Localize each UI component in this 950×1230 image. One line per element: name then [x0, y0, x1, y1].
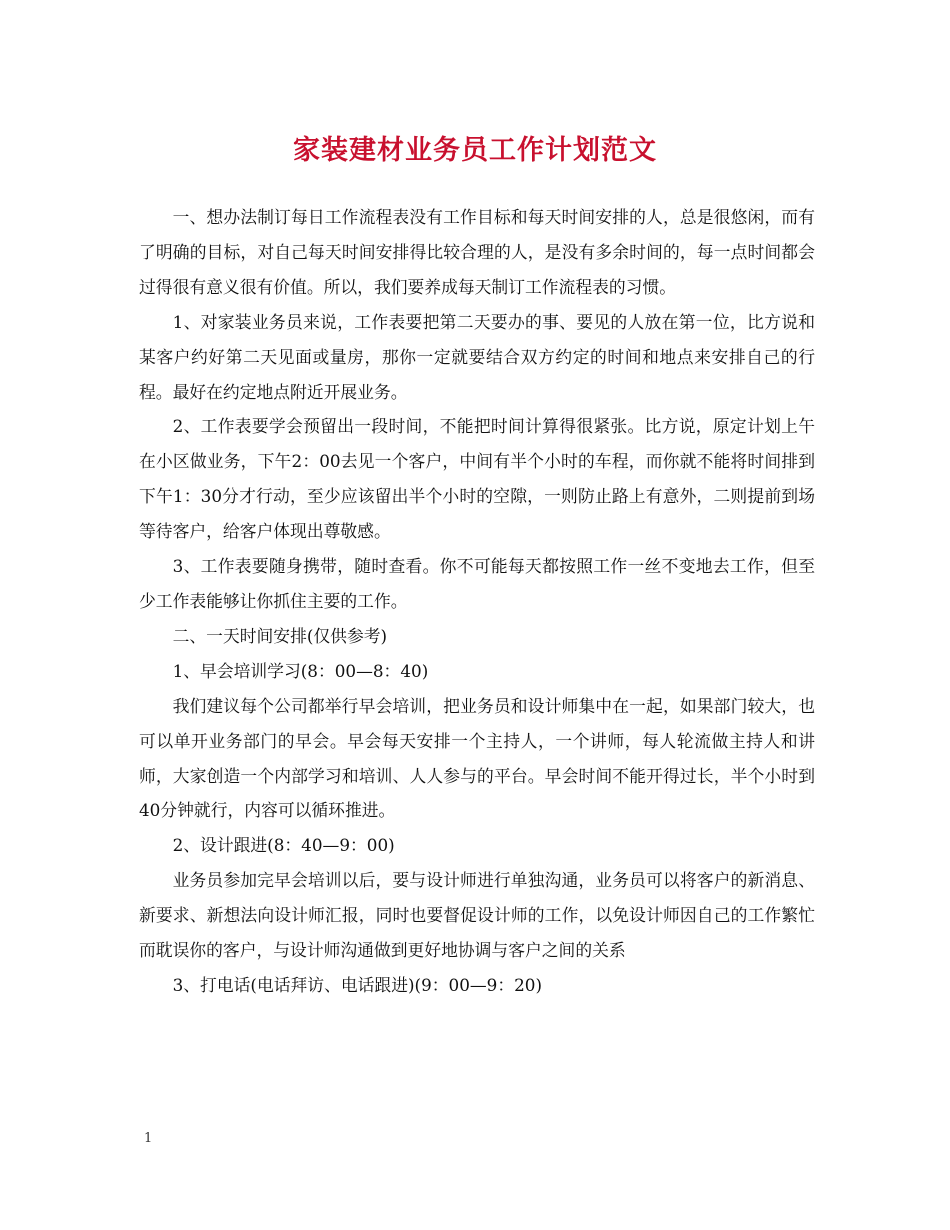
paragraph-item-1: 1、对家装业务员来说，工作表要把第二天要办的事、要见的人放在第一位，比方说和某客户约好第二天见面或量房，那你一定就要结合双方约定的时间和地点来安排自己的行程。最好在约定地点附近开展业务。 — [139, 311, 815, 402]
paragraph-section-1-intro: 一、想办法制订每日工作流程表没有工作目标和每天时间安排的人，总是很悠闲，而有了明确的目标，对自己每天时间安排得比较合理的人，是没有多余时间的，每一点时间都会过得很有意义很有价值。所以，我们要养成每天制订工作流程表的习惯。 — [139, 207, 815, 297]
section-2-heading: 二、一天时间安排(仅供参考) — [172, 625, 388, 646]
paragraph-item-2: 2、工作表要学会预留出一段时间，不能把时间计算得很紧张。比方说，原定计划上午在小区做业务，下午2：00去见一个客户，中间有半个小时的车程，而你就不能将时间排到下午1：30分才行动，至少应该留出半个小时的空隙，一则防止路上有意外，二则提前到场等待客户，给客户体现出尊敬感。 — [139, 416, 815, 542]
schedule-item-design-followup: 2、设计跟进(8：40—9：00) — [172, 835, 395, 856]
document-body — [139, 200, 815, 1003]
document-title: 家装建材业务员工作计划范文 — [293, 135, 657, 166]
schedule-item-phone-calls: 3、打电话(电话拜访、电话跟进)(9：00—9：20) — [172, 974, 543, 995]
paragraph-design-followup: 业务员参加完早会培训以后，要与设计师进行单独沟通，业务员可以将客户的新消息、新要求、新想法向设计师汇报，同时也要督促设计师的工作，以免设计师因自己的工作繁忙而耽误你的客户，与设计师沟通做到更好地协调与客户之间的关系 — [139, 870, 815, 961]
paragraph-morning-meeting: 我们建议每个公司都举行早会培训，把业务员和设计师集中在一起，如果部门较大，也可以单开业务部门的早会。早会每天安排一个主持人，一个讲师，每人轮流做主持人和讲师，大家创造一个内部学习和培训、人人参与的平台。早会时间不能开得过长，半个小时到40分钟就行，内容可以循环推进。 — [139, 695, 815, 821]
paragraph-item-3: 3、工作表要随身携带，随时查看。你不可能每天都按照工作一丝不变地去工作，但至少工作表能够让你抓住主要的工作。 — [139, 556, 815, 611]
schedule-item-morning-meeting: 1、早会培训学习(8：00—8：40) — [172, 660, 429, 681]
page-number: 1 — [144, 1131, 153, 1146]
